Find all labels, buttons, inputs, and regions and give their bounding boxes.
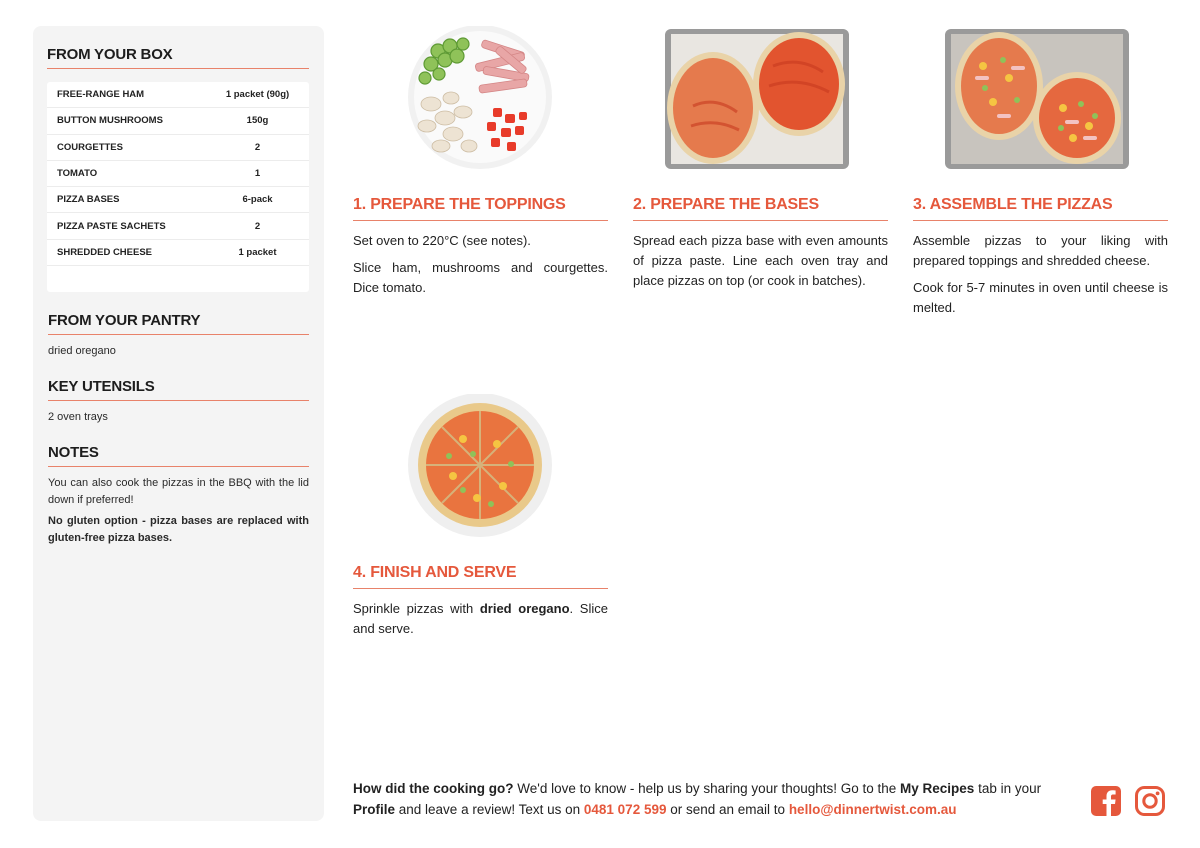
table-row bbox=[47, 187, 309, 213]
email-link[interactable]: hello@dinnertwist.com.au bbox=[788, 802, 957, 817]
step-2-text-1: Spread each pizza base with even amounts of pizza paste. Line each oven tray and place pizzas on top (or cook in batches). bbox=[633, 233, 888, 288]
step-4-text-pre: Sprinkle pizzas with bbox=[353, 601, 480, 616]
step-4-text-post: . Slice and serve. bbox=[353, 601, 608, 636]
footer-question: How did the cooking go? bbox=[353, 781, 514, 796]
item-name: TOMATO bbox=[57, 168, 98, 180]
item-qty: 1 bbox=[254, 168, 261, 180]
toppings-photo bbox=[353, 26, 608, 174]
assembled-pizzas-photo bbox=[913, 26, 1168, 174]
footer-text-2: tab in your bbox=[974, 781, 1042, 796]
item-qty: 2 bbox=[254, 141, 261, 153]
item-name: BUTTON MUSHROOMS bbox=[57, 115, 163, 127]
instagram-icon[interactable] bbox=[1134, 785, 1166, 817]
facebook-icon[interactable] bbox=[1090, 785, 1122, 817]
item-name: PIZZA PASTE SACHETS bbox=[57, 220, 166, 232]
item-qty: 150g bbox=[246, 115, 269, 127]
box-items-table bbox=[47, 82, 309, 292]
ingredients-sidebar bbox=[33, 26, 324, 821]
utensils-section bbox=[47, 378, 309, 426]
item-qty: 1 packet (90g) bbox=[225, 89, 290, 101]
finished-pizza-photo bbox=[353, 394, 608, 542]
step-4-text-bold: dried oregano bbox=[479, 601, 570, 616]
notes-text: You can also cook the pizzas in the BBQ with the lid down if preferred! bbox=[48, 477, 309, 506]
pantry-title: FROM YOUR PANTRY bbox=[48, 312, 309, 335]
feedback-footer bbox=[353, 778, 1073, 820]
bases-photo bbox=[633, 26, 888, 174]
pantry-text: dried oregano bbox=[48, 345, 116, 357]
step-2-title: 2. PREPARE THE BASES bbox=[633, 196, 888, 221]
footer-text-3: and leave a review! Text us on bbox=[395, 802, 584, 817]
footer-my-recipes: My Recipes bbox=[900, 781, 975, 796]
step-2 bbox=[633, 26, 888, 291]
notes-gluten-text: No gluten option - pizza bases are replaced with gluten-free pizza bases. bbox=[48, 515, 309, 544]
item-qty: 2 bbox=[254, 220, 261, 232]
step-1 bbox=[353, 26, 608, 298]
item-name: SHREDDED CHEESE bbox=[57, 246, 153, 258]
notes-section bbox=[47, 444, 309, 547]
utensils-text: 2 oven trays bbox=[48, 411, 108, 423]
item-name: PIZZA BASES bbox=[57, 194, 120, 206]
table-row bbox=[47, 108, 309, 134]
step-1-text-1: Set oven to 220°C (see notes). bbox=[353, 233, 531, 248]
social-links bbox=[1090, 785, 1166, 817]
item-qty: 1 packet bbox=[238, 246, 277, 258]
table-row bbox=[47, 240, 309, 266]
item-name: COURGETTES bbox=[57, 141, 123, 153]
step-3-title: 3. ASSEMBLE THE PIZZAS bbox=[913, 196, 1168, 221]
phone-link[interactable]: 0481 072 599 bbox=[583, 802, 667, 817]
step-1-text-2: Slice ham, mushrooms and courgettes. Dice tomato. bbox=[353, 260, 608, 295]
utensils-title: KEY UTENSILS bbox=[48, 378, 309, 401]
step-3-text-1: Assemble pizzas to your liking with prepared toppings and shredded cheese. bbox=[913, 233, 1168, 268]
step-4-title: 4. FINISH AND SERVE bbox=[353, 564, 608, 589]
notes-title: NOTES bbox=[48, 444, 309, 467]
step-3 bbox=[913, 26, 1168, 318]
step-4-text-1 bbox=[353, 599, 608, 639]
step-3-text-2: Cook for 5-7 minutes in oven until cheese is melted. bbox=[913, 280, 1168, 315]
table-row bbox=[47, 82, 309, 108]
item-qty: 6-pack bbox=[242, 194, 273, 206]
footer-text-1: We'd love to know - help us by sharing your thoughts! Go to the bbox=[513, 781, 901, 796]
table-row bbox=[47, 213, 309, 239]
step-1-title: 1. PREPARE THE TOPPINGS bbox=[353, 196, 608, 221]
table-row bbox=[47, 135, 309, 161]
item-name: FREE-RANGE HAM bbox=[57, 89, 145, 101]
footer-profile: Profile bbox=[353, 802, 396, 817]
table-row bbox=[47, 161, 309, 187]
step-4 bbox=[353, 394, 608, 639]
footer-text-4: or send an email to bbox=[666, 802, 789, 817]
from-your-box-title: FROM YOUR BOX bbox=[47, 46, 309, 69]
pantry-section bbox=[47, 312, 309, 360]
